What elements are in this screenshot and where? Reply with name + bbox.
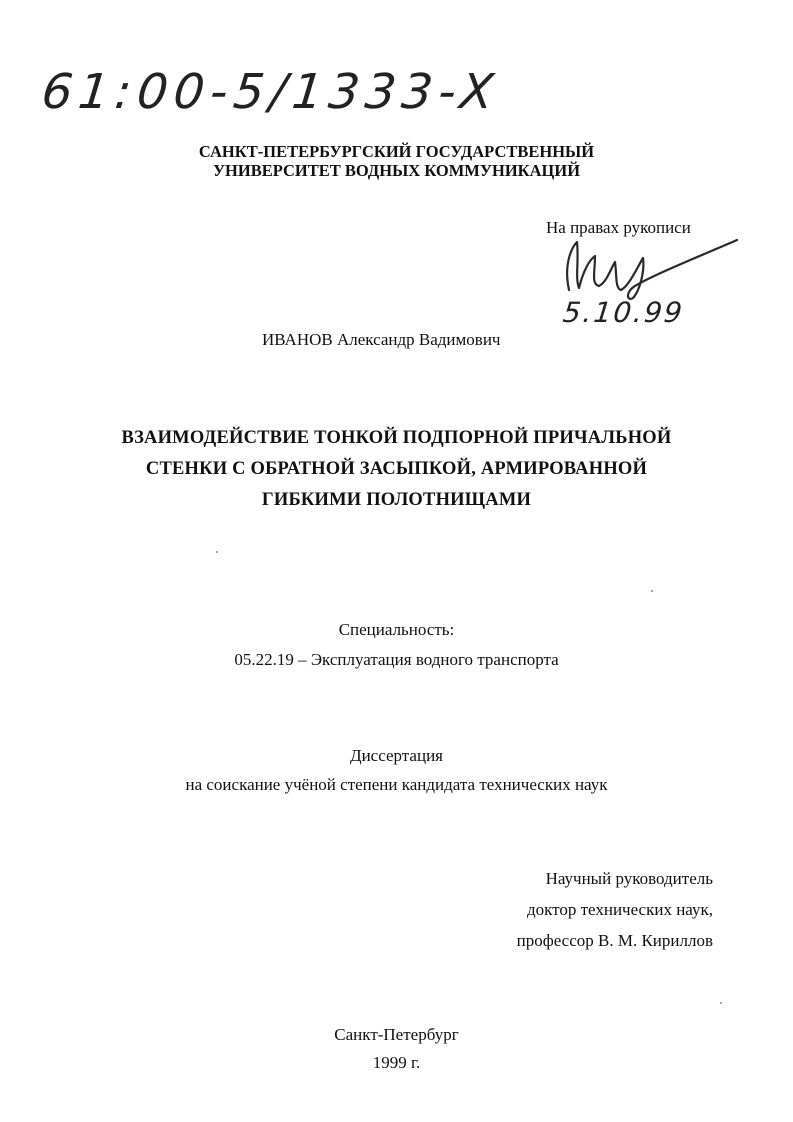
dissertation-title-line-3: ГИБКИМИ ПОЛОТНИЩАМИ <box>261 490 532 510</box>
dissertation-degree: на соискание учёной степени кандидата технических наук <box>185 775 608 794</box>
supervisor-role: Научный руководитель <box>545 869 713 888</box>
scan-speck <box>720 1002 722 1004</box>
scan-speck <box>651 590 653 592</box>
dissertation-title-line-1: ВЗАИМОДЕЙСТВИЕ ТОНКОЙ ПОДПОРНОЙ ПРИЧАЛЬНОЙ <box>121 428 672 448</box>
university-name-line-2: УНИВЕРСИТЕТ ВОДНЫХ КОММУНИКАЦИЙ <box>212 161 581 180</box>
specialty-label: Специальность: <box>338 620 455 639</box>
supervisor-degree: доктор технических наук, <box>526 900 713 919</box>
dissertation-title-line-2: СТЕНКИ С ОБРАТНОЙ ЗАСЫПКОЙ, АРМИРОВАННОЙ <box>145 459 648 479</box>
dissertation-label: Диссертация <box>349 746 443 765</box>
supervisor-name: профессор В. М. Кириллов <box>516 931 713 950</box>
signature-date: 5.10.99 <box>561 296 686 329</box>
publication-city: Санкт-Петербург <box>334 1025 459 1044</box>
specialty-value: 05.22.19 – Эксплуатация водного транспорта <box>234 650 559 669</box>
archive-code-handwritten: 61:00-5/1333-X <box>39 64 502 120</box>
publication-year: 1999 г. <box>372 1053 421 1072</box>
manuscript-rights-note: На правах рукописи <box>546 218 691 237</box>
scan-speck <box>216 551 218 553</box>
signature-mark <box>555 232 745 302</box>
author-name: ИВАНОВ Александр Вадимович <box>262 330 501 349</box>
university-name-line-1: САНКТ-ПЕТЕРБУРГСКИЙ ГОСУДАРСТВЕННЫЙ <box>198 142 595 161</box>
